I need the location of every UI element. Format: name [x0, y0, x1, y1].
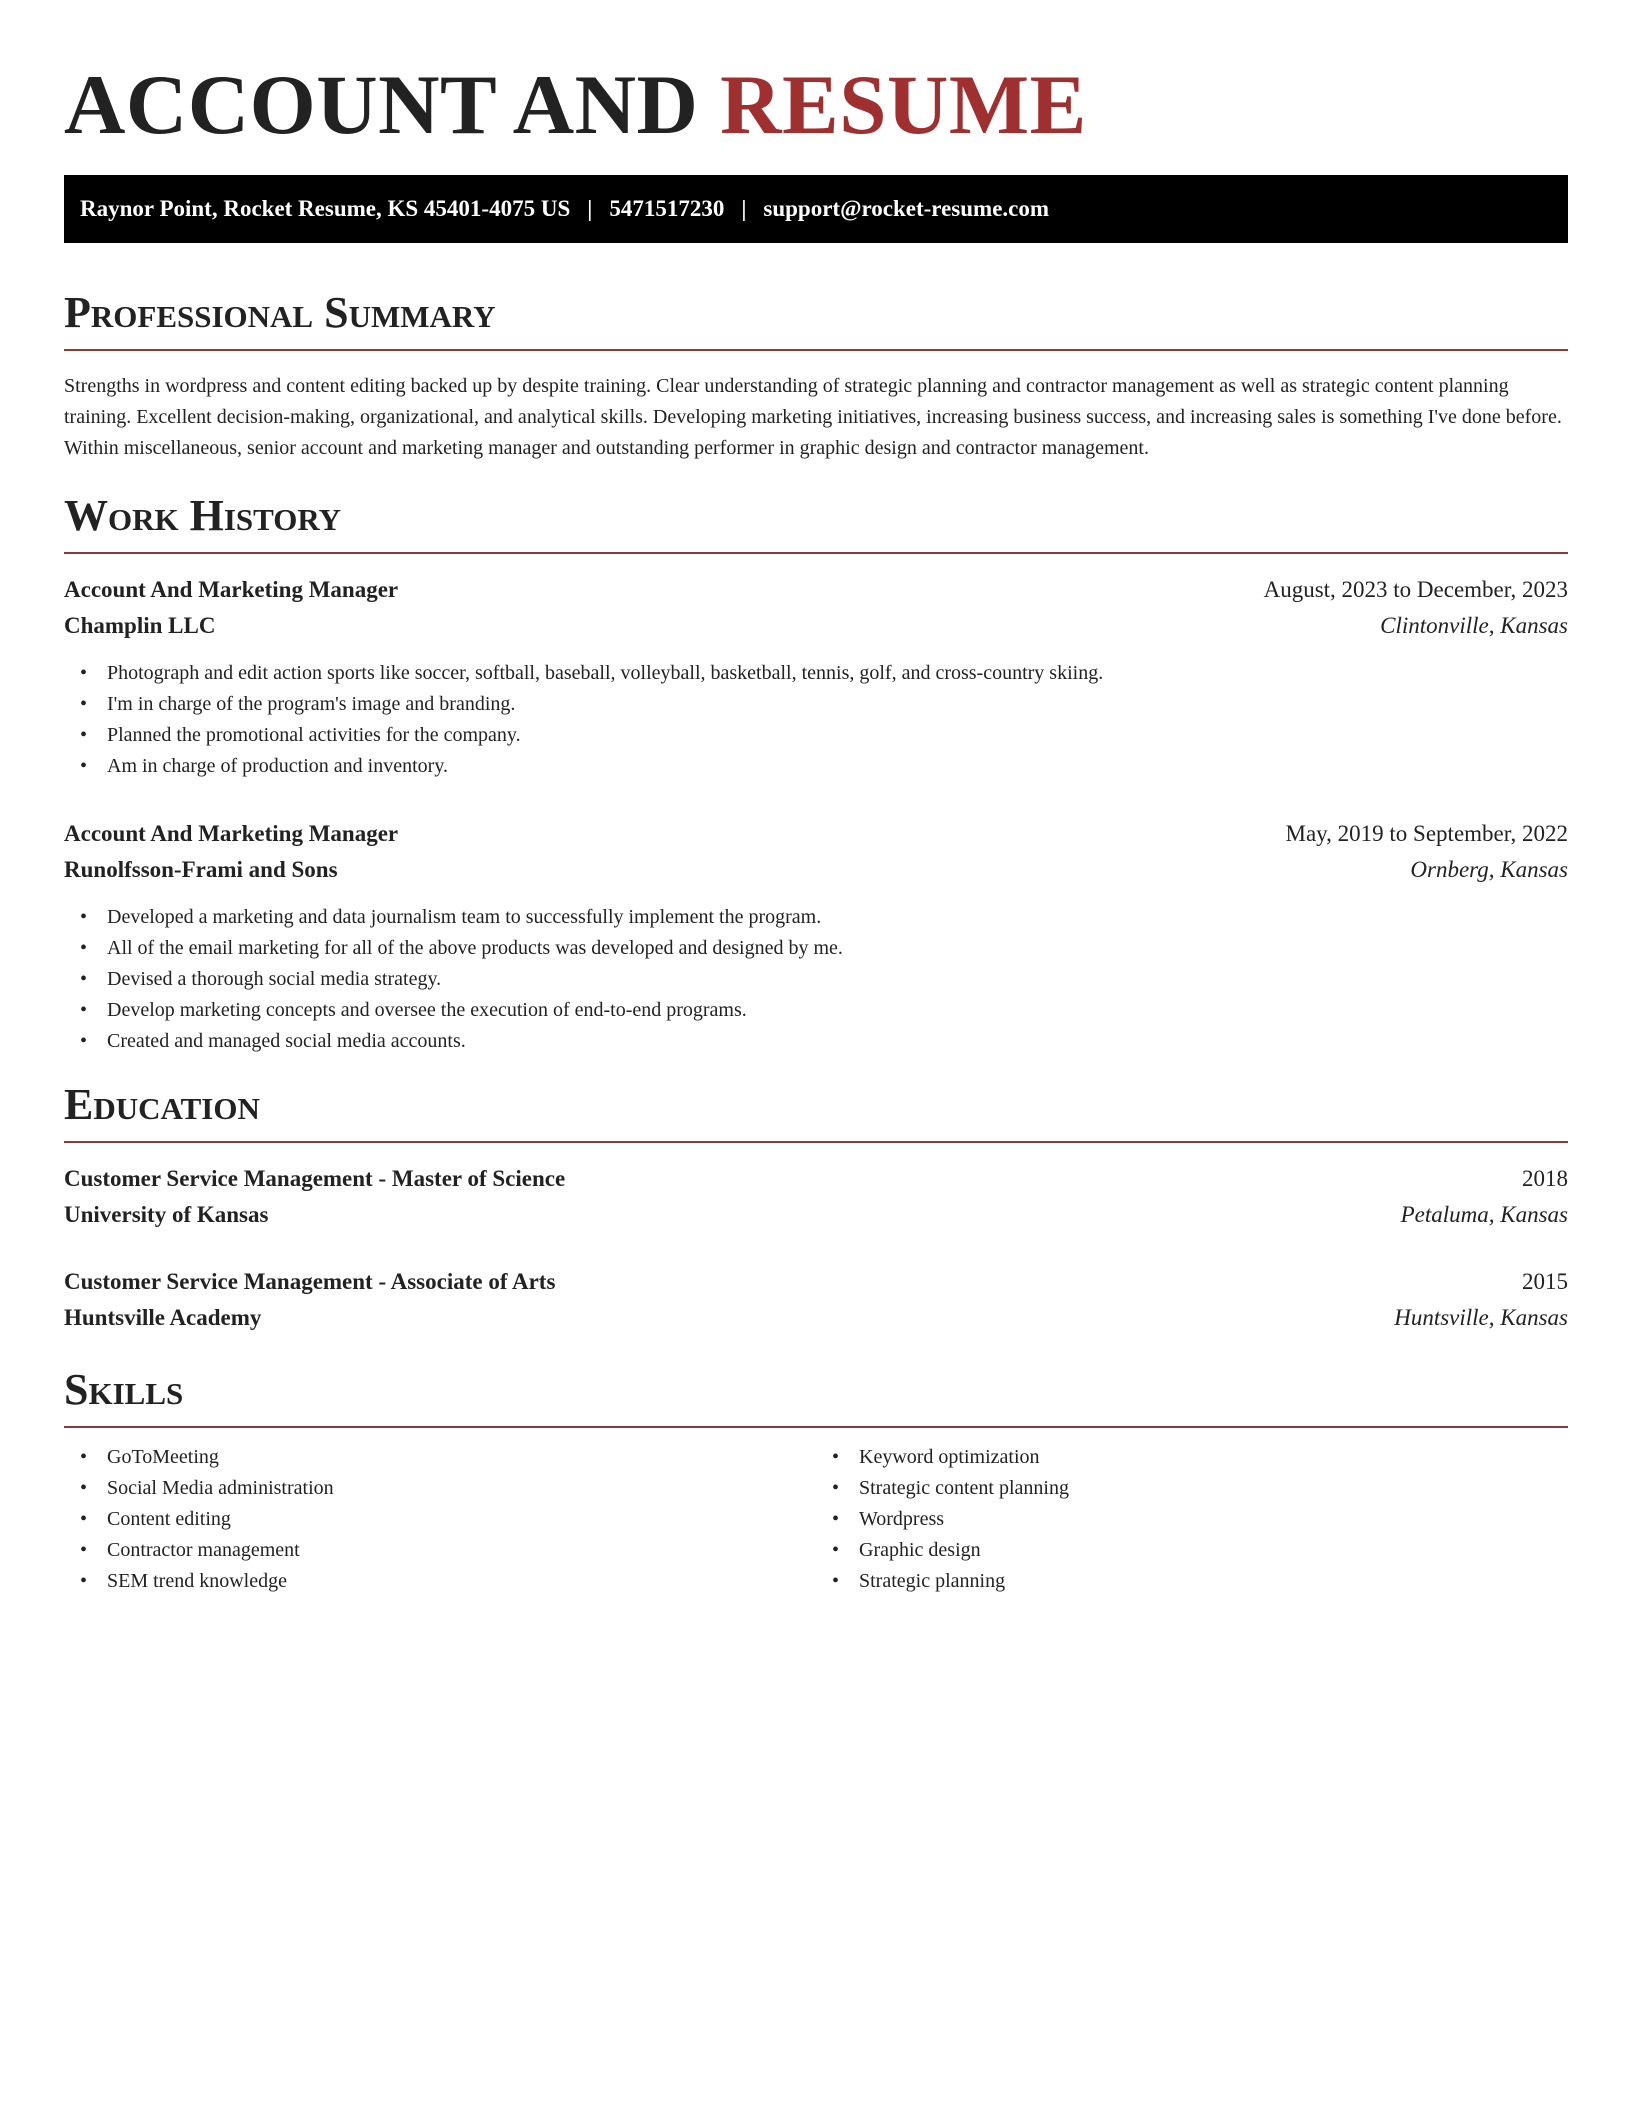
skill-item: • GoToMeeting: [64, 1442, 816, 1473]
education-school-row: [64, 1300, 1568, 1336]
skills-grid: [64, 1442, 1568, 1597]
job-company-row: [64, 852, 1568, 888]
skill-item: • Wordpress: [816, 1504, 1568, 1535]
education-year: 2015: [1522, 1269, 1568, 1294]
list-item: • Devised a thorough social media strategy.: [64, 964, 1568, 995]
job-header-row: [64, 816, 1568, 852]
skills-list: [64, 1442, 816, 1597]
job-location: Ornberg, Kansas: [1410, 857, 1568, 882]
list-item: • Developed a marketing and data journalism team to successfully implement the program.: [64, 902, 1568, 933]
skills-list: [816, 1442, 1568, 1597]
summary-text: Strengths in wordpress and content editing backed up by despite training. Clear understanding of strategic planning and contractor management as well as strategic content planning training. Excellent decision-making, organizational, and analytical skills. Developing marketing initiatives, increasing business success, and increasing sales is something I've done before. Within miscellaneous, senior account and marketing manager and outstanding performer in graphic design and contractor management.: [64, 375, 1562, 459]
skill-item: • Strategic content planning: [816, 1473, 1568, 1504]
job-company: Runolfsson-Frami and Sons: [64, 857, 338, 882]
job-dates: August, 2023 to December, 2023: [1263, 577, 1568, 602]
education-degree-row: [64, 1264, 1568, 1300]
education-degree: Customer Service Management - Master of Science: [64, 1166, 566, 1191]
skill-item: • Content editing: [64, 1504, 816, 1535]
resume-title: [64, 56, 1568, 175]
title-main: ACCOUNT AND: [64, 58, 721, 152]
professional-summary-section: [64, 243, 1568, 464]
section-heading: Education: [64, 1083, 1568, 1143]
education-degree: Customer Service Management - Associate of Arts: [64, 1269, 556, 1294]
list-item: • Planned the promotional activities for the company.: [64, 720, 1568, 751]
job-entry: [64, 816, 1568, 1057]
list-item: • Develop marketing concepts and oversee the execution of end-to-end programs.: [64, 995, 1568, 1026]
education-school: University of Kansas: [64, 1202, 269, 1227]
job-company-row: [64, 608, 1568, 644]
education-school: Huntsville Academy: [64, 1305, 262, 1330]
education-section: [64, 1057, 1568, 1336]
education-year: 2018: [1522, 1166, 1568, 1191]
job-header-row: [64, 572, 1568, 608]
job-location: Clintonville, Kansas: [1380, 613, 1568, 638]
education-entry: [64, 1161, 1568, 1233]
skill-item: • Strategic planning: [816, 1566, 1568, 1597]
skills-column-right: [816, 1442, 1568, 1597]
job-duties-list: [64, 902, 1568, 1057]
job-dates: May, 2019 to September, 2022: [1285, 821, 1568, 846]
job-company: Champlin LLC: [64, 613, 216, 638]
education-entry: [64, 1264, 1568, 1336]
list-item: • Created and managed social media accounts.: [64, 1026, 1568, 1057]
skill-item: • Keyword optimization: [816, 1442, 1568, 1473]
skill-item: • Contractor management: [64, 1535, 816, 1566]
education-location: Petaluma, Kansas: [1400, 1202, 1568, 1227]
contact-email[interactable]: support@rocket-resume.com: [763, 196, 1050, 221]
list-item: • Am in charge of production and inventory.: [64, 751, 1568, 782]
skills-column-left: [64, 1442, 816, 1597]
section-heading: Skills: [64, 1368, 1568, 1428]
section-heading: Professional Summary: [64, 291, 1568, 351]
skill-item: • Social Media administration: [64, 1473, 816, 1504]
list-item: • I'm in charge of the program's image and branding.: [64, 689, 1568, 720]
job-title: Account And Marketing Manager: [64, 577, 399, 602]
education-school-row: [64, 1197, 1568, 1233]
contact-address: Raynor Point, Rocket Resume, KS 45401-4075 US: [80, 196, 571, 221]
section-heading: Work History: [64, 494, 1568, 554]
job-duties-list: [64, 658, 1568, 782]
contact-separator: |: [741, 196, 747, 221]
list-item: • All of the email marketing for all of the above products was developed and designed by me.: [64, 933, 1568, 964]
work-history-section: [64, 464, 1568, 1057]
contact-separator: |: [587, 196, 593, 221]
skill-item: • Graphic design: [816, 1535, 1568, 1566]
contact-phone: 5471517230: [609, 196, 725, 221]
education-degree-row: [64, 1161, 1568, 1197]
title-accent: RESUME: [720, 58, 1087, 152]
education-location: Huntsville, Kansas: [1394, 1305, 1568, 1330]
job-entry: [64, 572, 1568, 782]
skills-section: [64, 1336, 1568, 1597]
list-item: • Photograph and edit action sports like soccer, softball, baseball, volleyball, basketball, tennis, golf, and cross-country skiing.: [64, 658, 1568, 689]
contact-bar: [64, 175, 1568, 243]
skill-item: • SEM trend knowledge: [64, 1566, 816, 1597]
job-title: Account And Marketing Manager: [64, 821, 399, 846]
